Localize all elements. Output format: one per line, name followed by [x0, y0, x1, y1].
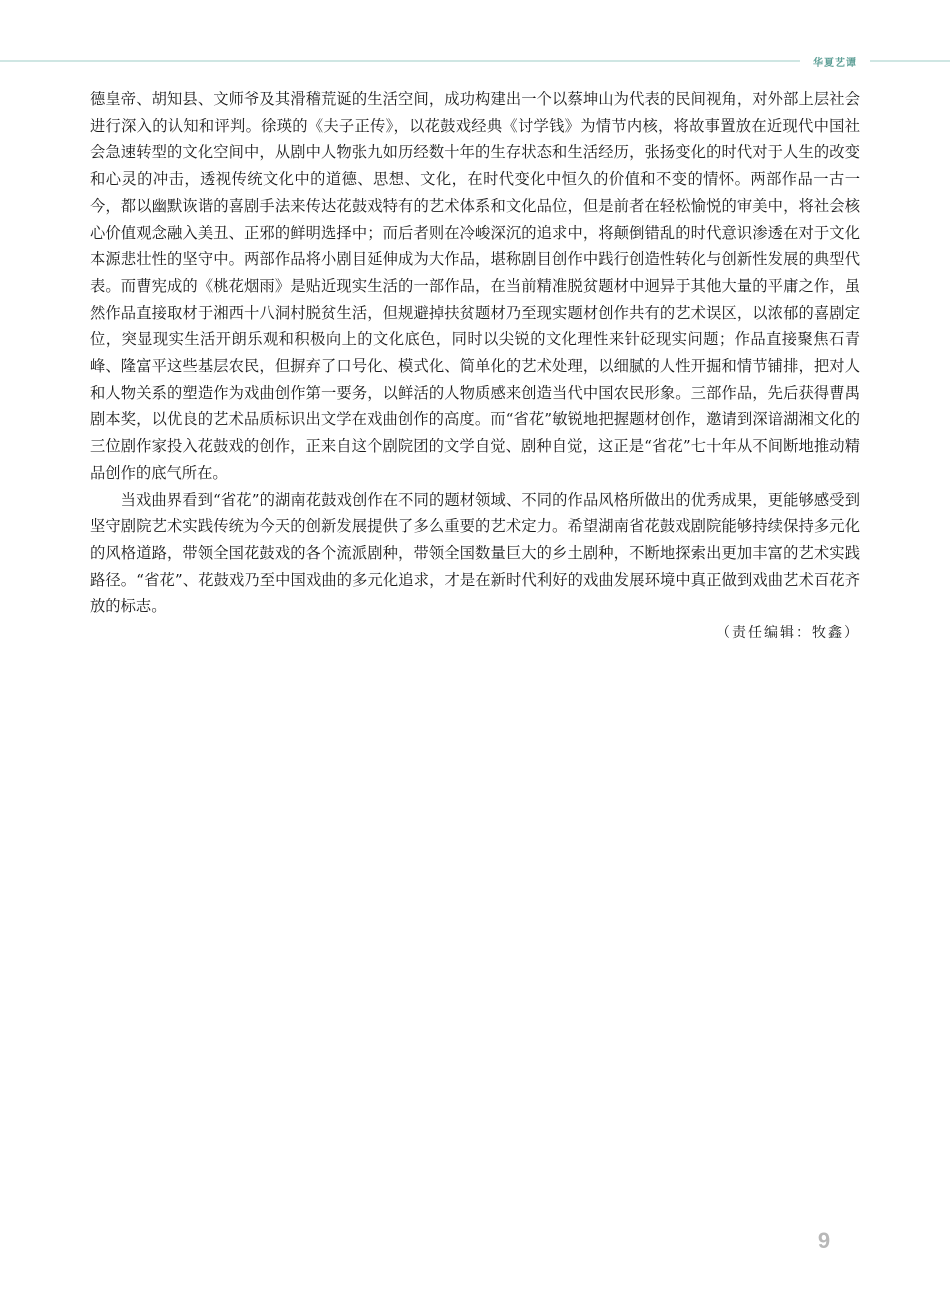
page-number: 9: [817, 1228, 831, 1253]
editor-credit: （责任编辑：牧鑫）: [716, 625, 860, 642]
header-rule-left: [0, 60, 800, 62]
article-body: [90, 86, 860, 647]
header-rule-right: [870, 60, 950, 62]
paragraph-continued: 德皇帝、胡知县、文师爷及其滑稽荒诞的生活空间，成功构建出一个以蔡坤山为代表的民间视角，对外部上层社会进行深入的认知和评判。徐瑛的《夫子正传》，以花鼓戏经典《讨学钱》为情节内核，将故事置放在近现代中国社会急速转型的文化空间中，从剧中人物张九如历经数十年的生存状态和生活经历，张扬变化的时代对于人生的改变和心灵的冲击，透视传统文化中的道德、思想、文化，在时代变化中恒久的价值和不变的情怀。两部作品一古一今，都以幽默诙谐的喜剧手法来传达花鼓戏特有的艺术体系和文化品位，但是前者在轻松愉悦的审美中，将社会核心价值观念融入美丑、正邪的鲜明选择中；而后者则在冷峻深沉的追求中，将颠倒错乱的时代意识渗透在对于文化本源悲壮性的坚守中。两部作品将小剧目延伸成为大作品，堪称剧目创作中践行创造性转化与创新性发展的典型代表。而曹宪成的《桃花烟雨》是贴近现实生活的一部作品，在当前精准脱贫题材中迥异于其他大量的平庸之作，虽然作品直接取材于湘西十八洞村脱贫生活，但规避掉扶贫题材乃至现实题材创作共有的艺术误区，以浓郁的喜剧定位，突显现实生活开朗乐观和积极向上的文化底色，同时以尖锐的文化理性来针砭现实问题；作品直接聚焦石青峰、隆富平这些基层农民，但摒弃了口号化、模式化、简单化的艺术处理，以细腻的人性开掘和情节铺排，把对人和人物关系的塑造作为戏曲创作第一要务，以鲜活的人物质感来创造当代中国农民形象。三部作品，先后获得曹禺剧本奖，以优良的艺术品质标识出文学在戏曲创作的高度。而“省花”敏锐地把握题材创作，邀请到深谙湖湘文化的三位剧作家投入花鼓戏的创作，正来自这个剧院团的文学自觉、剧种自觉，这正是“省花”七十年从不间断地推动精品创作的底气所在。: [90, 90, 860, 482]
paragraph-closing: 当戏曲界看到“省花”的湖南花鼓戏创作在不同的题材领域、不同的作品风格所做出的优秀成果，更能够感受到坚守剧院艺术实践传统为今天的创新发展提供了多么重要的艺术定力。希望湖南省花鼓戏剧院能够持续保持多元化的风格道路，带领全国花鼓戏的各个流派剧种，带领全国数量巨大的乡土剧种，不断地探索出更加丰富的艺术实践路径。“省花”、花鼓戏乃至中国戏曲的多元化追求，才是在新时代利好的戏曲发展环境中真正做到戏曲艺术百花齐放的标志。: [90, 490, 860, 616]
section-label: 华夏艺谭: [813, 58, 857, 69]
